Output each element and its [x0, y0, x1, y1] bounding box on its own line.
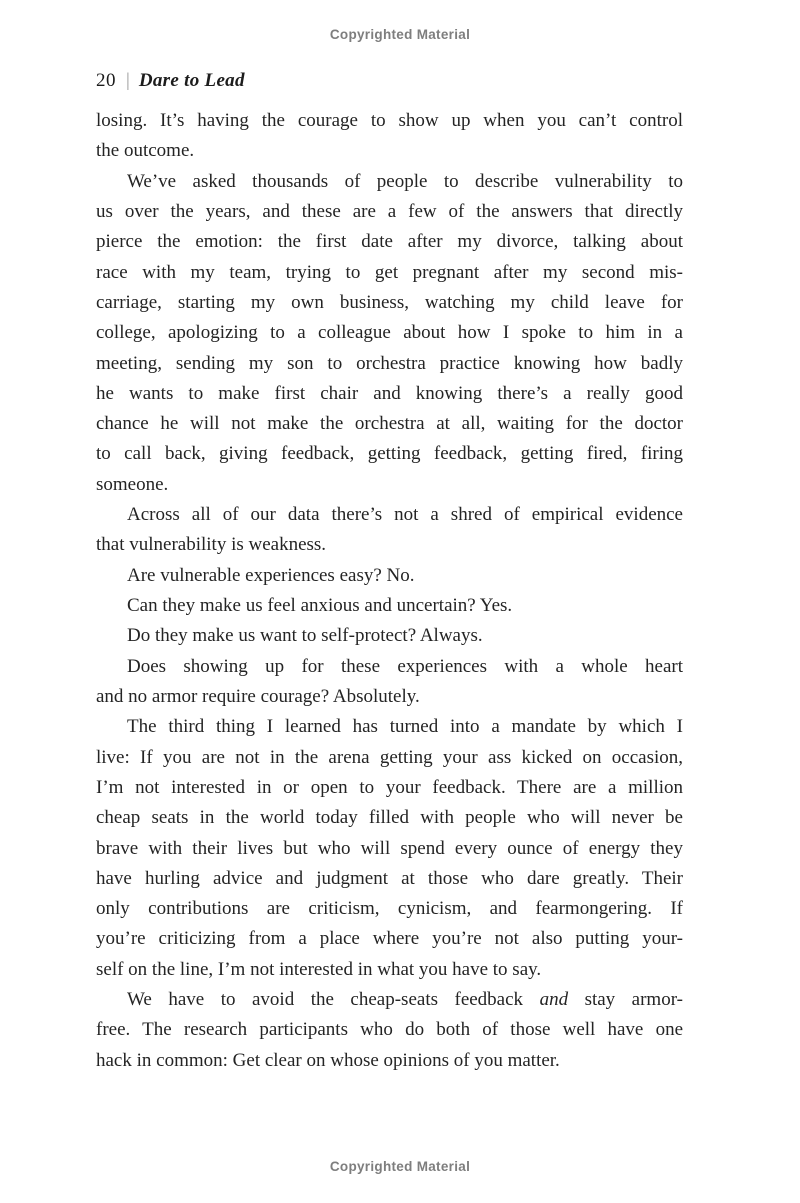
text-line: live: If you are not in the arena getting your ass kicked on occasion, — [96, 746, 683, 768]
text-line: hack in common: Get clear on whose opinions of you matter. — [96, 1049, 560, 1071]
text-line: and no armor require courage? Absolutely. — [96, 685, 420, 707]
text-line: meeting, sending my son to orchestra practice knowing how badly — [96, 352, 683, 374]
text-line: self on the line, I’m not interested in what you have to say. — [96, 958, 542, 980]
watermark-top: Copyrighted Material — [329, 27, 471, 42]
text-line: brave with their lives but who will spend every ounce of energy they — [96, 837, 683, 859]
text-line: race with my team, trying to get pregnant after my second mis- — [96, 261, 683, 283]
text-line: losing. It’s having the courage to show up when you can’t control — [96, 110, 683, 131]
text-line: have hurling advice and judgment at those who dare greatly. Their — [96, 867, 683, 889]
header-separator-bar: | — [126, 70, 130, 91]
text-line: Across all of our data there’s not a shred of empirical evidence — [127, 504, 683, 526]
text-line: Are vulnerable experiences easy? No. — [127, 564, 415, 586]
text-line: college, apologizing to a colleague about how I spoke to him in a — [96, 322, 683, 344]
text-line: Can they make us feel anxious and uncertain? Yes. — [127, 595, 513, 616]
text-line: chance he will not make the orchestra at all, waiting for the doctor — [96, 413, 683, 435]
text-line: free. The research participants who do both of those well have one — [96, 1019, 683, 1041]
text-line: that vulnerability is weakness. — [96, 534, 327, 556]
text-line: only contributions are criticism, cynicism, and fearmongering. If — [96, 898, 683, 920]
text-line: someone. — [96, 473, 169, 495]
text-line: I’m not interested in or open to your feedback. There are a million — [96, 776, 683, 798]
text-line: cheap seats in the world today filled with people who will never be — [96, 807, 683, 829]
body-text — [96, 106, 683, 1076]
book-title: Dare to Lead — [138, 70, 245, 91]
text-line: he wants to make first chair and knowing there’s a really good — [96, 382, 683, 404]
text-line: the outcome. — [96, 140, 195, 162]
text-line: We have to avoid the cheap-seats feedback and stay armor- — [127, 989, 683, 1011]
text-line: pierce the emotion: the first date after my divorce, talking about — [96, 231, 683, 253]
text-line: The third thing I learned has turned into a mandate by which I — [127, 716, 683, 738]
text-line: Do they make us want to self-protect? Always. — [127, 625, 483, 647]
text-line: We’ve asked thousands of people to describe vulnerability to — [127, 170, 683, 192]
text-line: us over the years, and these are a few of the answers that directly — [96, 200, 683, 222]
text-line: carriage, starting my own business, watching my child leave for — [96, 291, 683, 313]
text-line: Does showing up for these experiences with a whole heart — [127, 655, 683, 677]
page-header — [96, 70, 245, 92]
italic-text: and — [539, 989, 569, 1011]
text-line: you’re criticizing from a place where you’re not also putting your- — [96, 928, 683, 950]
text-line: to call back, giving feedback, getting feedback, getting fired, firing — [96, 443, 683, 465]
page-number: 20 — [96, 70, 116, 91]
watermark-bottom: Copyrighted Material — [329, 1159, 471, 1174]
